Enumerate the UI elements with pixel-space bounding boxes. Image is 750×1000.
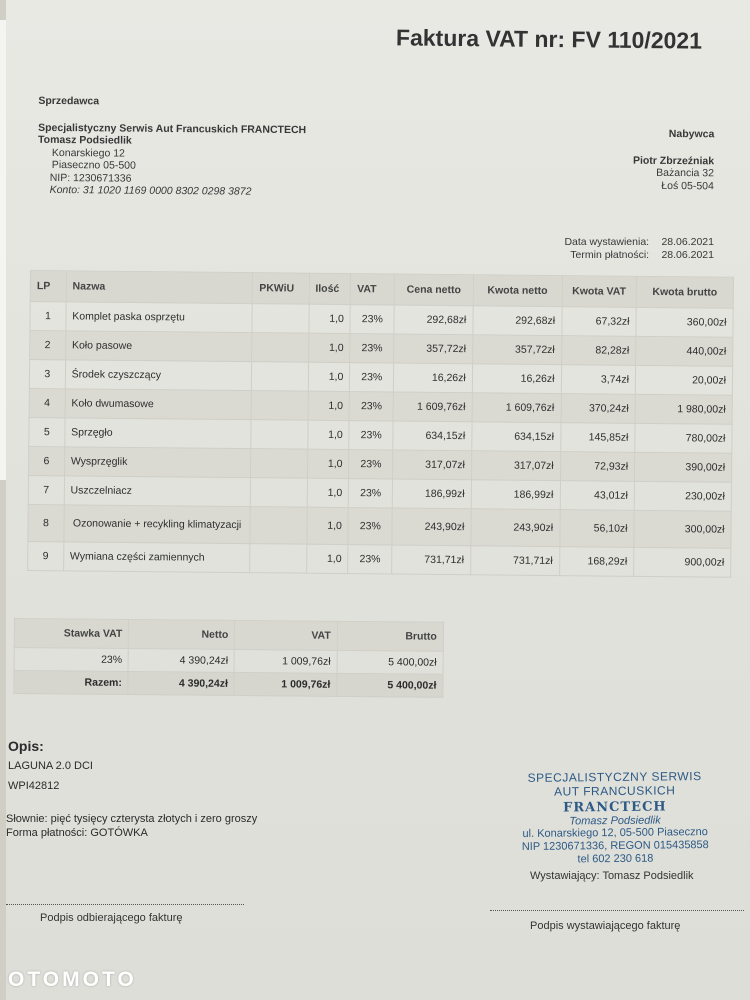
table-cell: 317,07zł [471,451,560,481]
summary-cell: 4 390,24zł [129,649,235,673]
amount-words-block [6,812,257,840]
table-cell: 1,0 [306,507,348,544]
table-cell: 317,07zł [393,450,472,480]
buyer-street: Bażancia 32 [656,166,714,180]
table-cell [252,333,308,363]
table-cell: 357,72zł [472,335,561,365]
table-cell: 23% [350,363,394,392]
table-cell: 634,15zł [472,422,561,452]
table-cell: 900,00zł [634,547,731,577]
table-cell: Komplet paska osprzętu [66,302,253,333]
table-cell: 186,99zł [471,480,560,510]
table-cell: 186,99zł [392,479,471,509]
table-cell: 6 [29,446,65,475]
stamp-line: AUT FRANCUSKICH [553,783,676,799]
table-cell: 1,0 [307,420,349,449]
due-date-label: Termin płatności: [570,248,650,261]
table-cell: 7 [28,475,64,504]
seller-block [38,95,307,199]
table-cell: 4 [29,388,65,417]
issuer-name: Wystawiający: Tomasz Podsiedlik [530,870,694,882]
table-cell: 23% [350,334,394,363]
table-cell: 360,00zł [636,307,733,337]
description-line: LAGUNA 2.0 DCI [8,760,93,772]
issuer-signature-label: Podpis wystawiającego fakturę [530,920,681,932]
table-cell: 1,0 [308,362,350,391]
summary-col-gross: Brutto [337,621,443,651]
summary-col-vat: VAT [235,620,338,650]
table-cell: 23% [349,479,393,508]
description-block [8,736,93,796]
summary-cell: 23% [14,648,129,672]
seller-owner: Tomasz Podsiedlik [38,133,132,147]
table-cell: 16,26zł [472,364,561,394]
col-pkwiu: PKWiU [253,273,309,305]
stamp-line: tel 602 230 618 [577,852,654,866]
table-cell: 634,15zł [393,421,472,451]
table-cell [251,391,307,421]
table-cell: 16,26zł [394,363,473,393]
summary-cell: 4 390,24zł [128,672,234,696]
stamp-line: FRANCTECH [563,799,667,816]
summary-header-row [14,619,443,652]
table-cell: 1 980,00zł [635,394,732,424]
col-qty: Ilość [309,273,351,304]
stamp-line: ul. Konarskiego 12, 05-500 Piaseczno [522,826,708,840]
table-cell: 292,68zł [394,305,473,335]
table-cell [251,449,307,479]
table-cell: 243,90zł [471,509,560,547]
table-cell [251,478,307,508]
summary-total-row [14,671,443,698]
col-vat: VAT [351,274,395,305]
buyer-label: Nabywca [668,127,715,141]
table-cell: 3 [29,360,65,389]
dates-block [564,236,714,261]
otomoto-watermark: OTOMOTO [8,968,137,991]
table-cell: 23% [349,392,393,421]
table-cell: 5 [29,417,65,446]
table-cell: 20,00zł [635,365,732,395]
vat-summary-table [13,618,444,698]
receiver-signature-line [6,904,244,905]
table-cell: 390,00zł [634,452,731,482]
seller-label: Sprzedawca [38,94,100,108]
table-cell: 82,28zł [561,336,636,366]
table-cell: Uszczelniacz [64,476,251,507]
table-cell: 357,72zł [394,334,473,364]
table-cell: 43,01zł [560,481,635,511]
table-cell: 145,85zł [560,423,635,453]
buyer-city: Łoś 05-504 [661,179,714,192]
summary-cell: Razem: [14,671,129,695]
table-cell: 1,0 [307,478,349,507]
col-lp: LP [30,271,66,302]
table-cell [250,507,306,545]
col-name: Nazwa [66,271,253,304]
issue-date-value: 28.06.2021 [661,236,714,248]
table-cell: 1,0 [306,544,348,573]
invoice-page [6,0,750,1000]
table-cell: 780,00zł [635,423,732,453]
table-cell: Koło dwumasowe [65,389,252,420]
seller-company: Specjalistyczny Serwis Aut Francuskich FRANCTECH [38,121,307,136]
table-cell: 56,10zł [559,510,634,548]
table-cell: 731,71zł [392,545,471,575]
table-cell: 1 609,76zł [472,393,561,423]
amount-in-words: Słownie: pięć tysięcy czterysta złotych i zero groszy [6,813,258,825]
table-cell: 168,29zł [559,547,634,577]
table-cell: 9 [28,541,64,570]
col-net-amount: Kwota netto [473,275,562,307]
buyer-block [633,128,715,193]
issuer-signature-line [490,910,744,911]
table-cell [252,304,308,334]
table-cell: 731,71zł [470,546,559,576]
stamp-line: SPECJALISTYCZNY SERWIS [527,769,702,785]
table-cell: 1,0 [308,333,350,362]
col-gross-amount: Kwota brutto [636,276,733,308]
summary-col-net: Netto [129,620,235,650]
table-row [28,541,731,577]
table-cell: 1 [30,302,66,331]
table-cell: Ozonowanie + recykling klimatyzacji [64,505,251,544]
col-unit-net: Cena netto [394,274,473,306]
seller-nip: NIP: 1230671336 [49,171,132,185]
buyer-name: Piotr Zbrzeźniak [632,154,715,167]
table-cell [250,544,306,574]
summary-col-rate: Stawka VAT [14,619,129,649]
invoice-title: Faktura VAT nr: FV 110/2021 [395,24,703,54]
payment-form: Forma płatności: GOTÓWKA [6,827,148,839]
table-cell: Wysprzęglik [64,447,251,478]
table-cell: 230,00zł [634,481,731,511]
table-cell: 370,24zł [561,394,636,424]
table-cell [252,362,308,392]
table-cell [251,420,307,450]
table-cell: 1,0 [308,304,350,333]
seller-account: Konto: 31 1020 1169 0000 8302 0298 3872 [49,183,252,198]
table-cell: 292,68zł [473,306,562,336]
table-cell: 23% [349,421,393,450]
col-vat-amount: Kwota VAT [562,276,637,308]
table-cell: Wymiana części zamiennych [63,542,250,573]
table-cell: 67,32zł [561,307,636,337]
table-cell: 440,00zł [636,336,733,366]
summary-cell: 5 400,00zł [337,673,443,697]
table-cell: Koło pasowe [65,331,252,362]
summary-cell: 5 400,00zł [337,650,443,674]
receiver-signature-label: Podpis odbierającego fakturę [40,912,183,924]
table-cell: 1,0 [307,449,349,478]
table-cell: 3,74zł [561,365,636,395]
seller-street: Konarskiego 12 [51,146,125,160]
table-cell: Środek czyszczący [65,360,252,391]
company-stamp [490,769,741,868]
stamp-line: Tomasz Podsiedlik [569,814,661,828]
summary-cell: 1 009,76zł [235,649,338,673]
description-line: WPI42812 [8,780,60,792]
description-heading: Opis: [8,738,44,754]
table-cell: 23% [348,545,392,574]
table-cell: 1,0 [308,391,350,420]
seller-city: Piaseczno 05-500 [51,158,136,172]
table-cell: 243,90zł [392,508,471,546]
summary-cell: 1 009,76zł [234,672,337,696]
stamp-line: NIP 1230671336, REGON 015435858 [521,839,709,853]
table-cell: Sprzęgło [65,418,252,449]
table-cell: 23% [349,450,393,479]
table-cell: 72,93zł [560,452,635,482]
items-table [27,270,734,578]
table-cell: 8 [28,504,64,541]
table-cell: 23% [350,305,394,334]
due-date-value: 28.06.2021 [661,248,714,261]
table-cell: 2 [30,331,66,360]
table-cell: 1 609,76zł [393,392,472,422]
issue-date-label: Data wystawienia: [564,236,650,248]
table-cell: 23% [348,508,392,545]
table-cell: 300,00zł [634,510,731,548]
